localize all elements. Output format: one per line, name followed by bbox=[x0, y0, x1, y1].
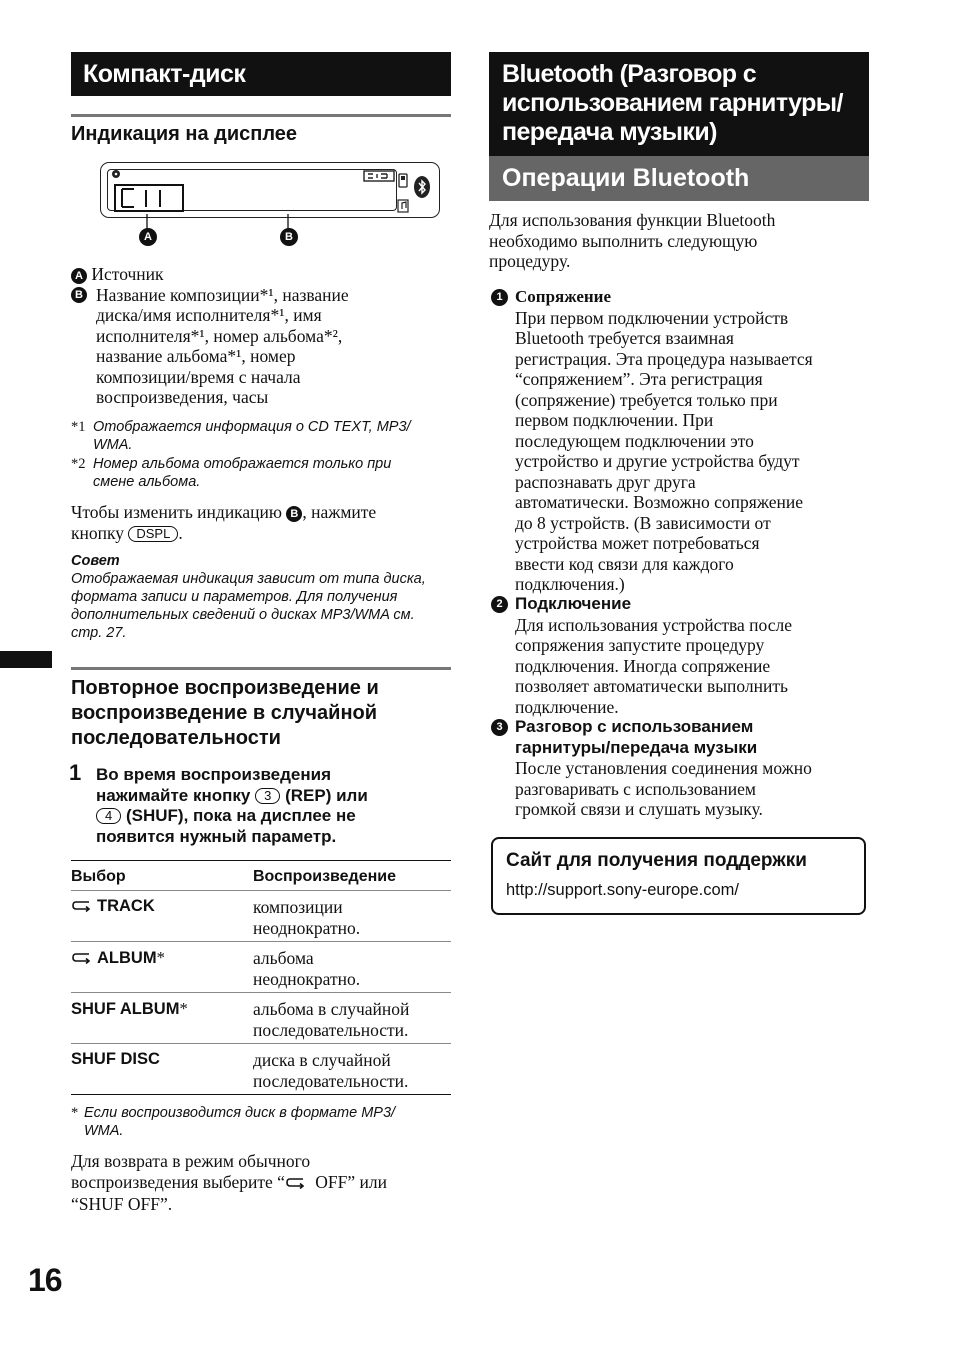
legend-item-b: B Название композиции*¹, название диска/имя исполнителя*¹, имя исполнителя*¹, номер альбома*², название альбома*¹, номер композиции/время с начала воспроизведения, часы bbox=[71, 285, 451, 408]
key-4-shuf: 4 bbox=[96, 808, 121, 824]
display-panel bbox=[100, 162, 440, 218]
table-row: TRACK композиции неоднократно. bbox=[71, 891, 451, 942]
support-title: Сайт для получения поддержки bbox=[506, 850, 807, 871]
step-marker-3: 3 bbox=[491, 719, 508, 736]
footnote-1: *1 Отображается информация о CD TEXT, MP3/ WMA. bbox=[71, 419, 411, 453]
legend bbox=[71, 264, 451, 408]
key-3-rep: 3 bbox=[255, 788, 280, 804]
bluetooth-subtitle: Операции Bluetooth bbox=[489, 156, 869, 201]
bt-step-pairing: 1 Сопряжение При первом подключении устройств Bluetooth требуется взаимная регистрация. Эта процедура называется “сопряжением”. Эта регистрация (сопряжение) требуется только при первом подключении. При последующем подключении это устройство и другие устройства будут распознавать друг друга автоматически. Возможно сопряжение до 8 устройств. (В зависимости от устройства может потребоваться ввести код связи для каждого подключения.) bbox=[489, 287, 874, 595]
legend-item-a: A Источник bbox=[71, 264, 451, 285]
eq-icon bbox=[363, 169, 395, 181]
callout-b: B bbox=[280, 228, 298, 246]
tip: Совет Отображаемая индикация зависит от типа диска, формата записи и параметров. Для получения дополнительных сведений о дисках MP3/WMA см. стр. 27. bbox=[71, 552, 456, 642]
divider bbox=[71, 114, 451, 117]
return-instruction: Для возврата в режим обычного воспроизведения выберите “ OFF” или “SHUF OFF”. bbox=[71, 1151, 387, 1214]
step-title-cont: гарнитуры/передача музыки bbox=[515, 737, 758, 757]
step-marker-1: 1 bbox=[491, 289, 508, 306]
col-header-playback: Воспроизведение bbox=[253, 861, 451, 891]
table-row: ALBUM* альбома неоднократно. bbox=[71, 942, 451, 993]
divider bbox=[71, 667, 451, 670]
disc-icon bbox=[111, 166, 121, 176]
bluetooth-icon bbox=[413, 175, 431, 199]
callout-a: A bbox=[139, 228, 157, 246]
bluetooth-intro: Для использования функции Bluetooth необходимо выполнить следующую процедуру. bbox=[489, 210, 776, 271]
bt-step-connection: 2 Подключение Для использования устройства после сопряжения запустите процедуру подключения. Иногда сопряжение позволяет автоматически выполнить подключение. bbox=[489, 594, 874, 717]
marker-b: B bbox=[71, 287, 87, 303]
step-number: 1 bbox=[69, 760, 82, 785]
phone-icon bbox=[397, 173, 409, 189]
change-display-instruction: Чтобы изменить индикацию B , нажмите кнопку DSPL . bbox=[71, 502, 377, 543]
music-icon bbox=[397, 199, 409, 213]
bt-step-handsfree: 3 Разговор с использованием гарнитуры/передача музыки После установления соединения можно разговаривать с использованием громкой связи и слушать музыку. bbox=[489, 717, 874, 820]
section-title-cd: Компакт-диск bbox=[71, 52, 451, 96]
lcd-segment-area bbox=[114, 184, 184, 212]
repeat-heading: Повторное воспроизведение и воспроизведение в случайной последовательности bbox=[71, 677, 379, 749]
footnote-2: *2 Номер альбома отображается только при смене альбома. bbox=[71, 456, 392, 490]
table-footnote: * Если воспроизводится диск в формате MP3/ WMA. bbox=[71, 1105, 396, 1139]
display-window bbox=[107, 169, 397, 211]
repeat-icon bbox=[71, 951, 91, 970]
support-box bbox=[491, 837, 866, 915]
repeat-icon bbox=[285, 1174, 305, 1195]
tip-label: Совет bbox=[71, 553, 120, 569]
table-header bbox=[71, 861, 451, 891]
step-title: Подключение bbox=[515, 594, 632, 613]
dspl-button: DSPL bbox=[128, 526, 178, 542]
step-marker-2: 2 bbox=[491, 596, 508, 613]
bluetooth-title: Bluetooth (Разговор с использованием гарнитуры/ передача музыки) bbox=[489, 52, 869, 156]
marker-b-inline: B bbox=[286, 506, 302, 522]
page-number: 16 bbox=[28, 1262, 62, 1298]
repeat-icon bbox=[71, 899, 91, 918]
support-url-link[interactable]: http://support.sony-europe.com/ bbox=[506, 881, 739, 899]
step-title: Разговор с использованием bbox=[515, 717, 754, 736]
section-tab-marker bbox=[0, 651, 52, 668]
step-title: Сопряжение bbox=[515, 287, 612, 306]
step-instruction: Во время воспроизведения нажимайте кнопку 3 (REP) или 4 (SHUF), пока на дисплее не появится нужный параметр. bbox=[96, 765, 368, 846]
display-heading: Индикация на дисплее bbox=[71, 123, 298, 145]
play-mode-table bbox=[71, 860, 451, 1095]
table-row: SHUF DISC диска в случайной последовательности. bbox=[71, 1044, 451, 1095]
marker-a: A bbox=[71, 268, 87, 284]
footnotes bbox=[71, 418, 451, 491]
col-header-select: Выбор bbox=[71, 861, 253, 891]
table-row: SHUF ALBUM* альбома в случайной последовательности. bbox=[71, 993, 451, 1044]
